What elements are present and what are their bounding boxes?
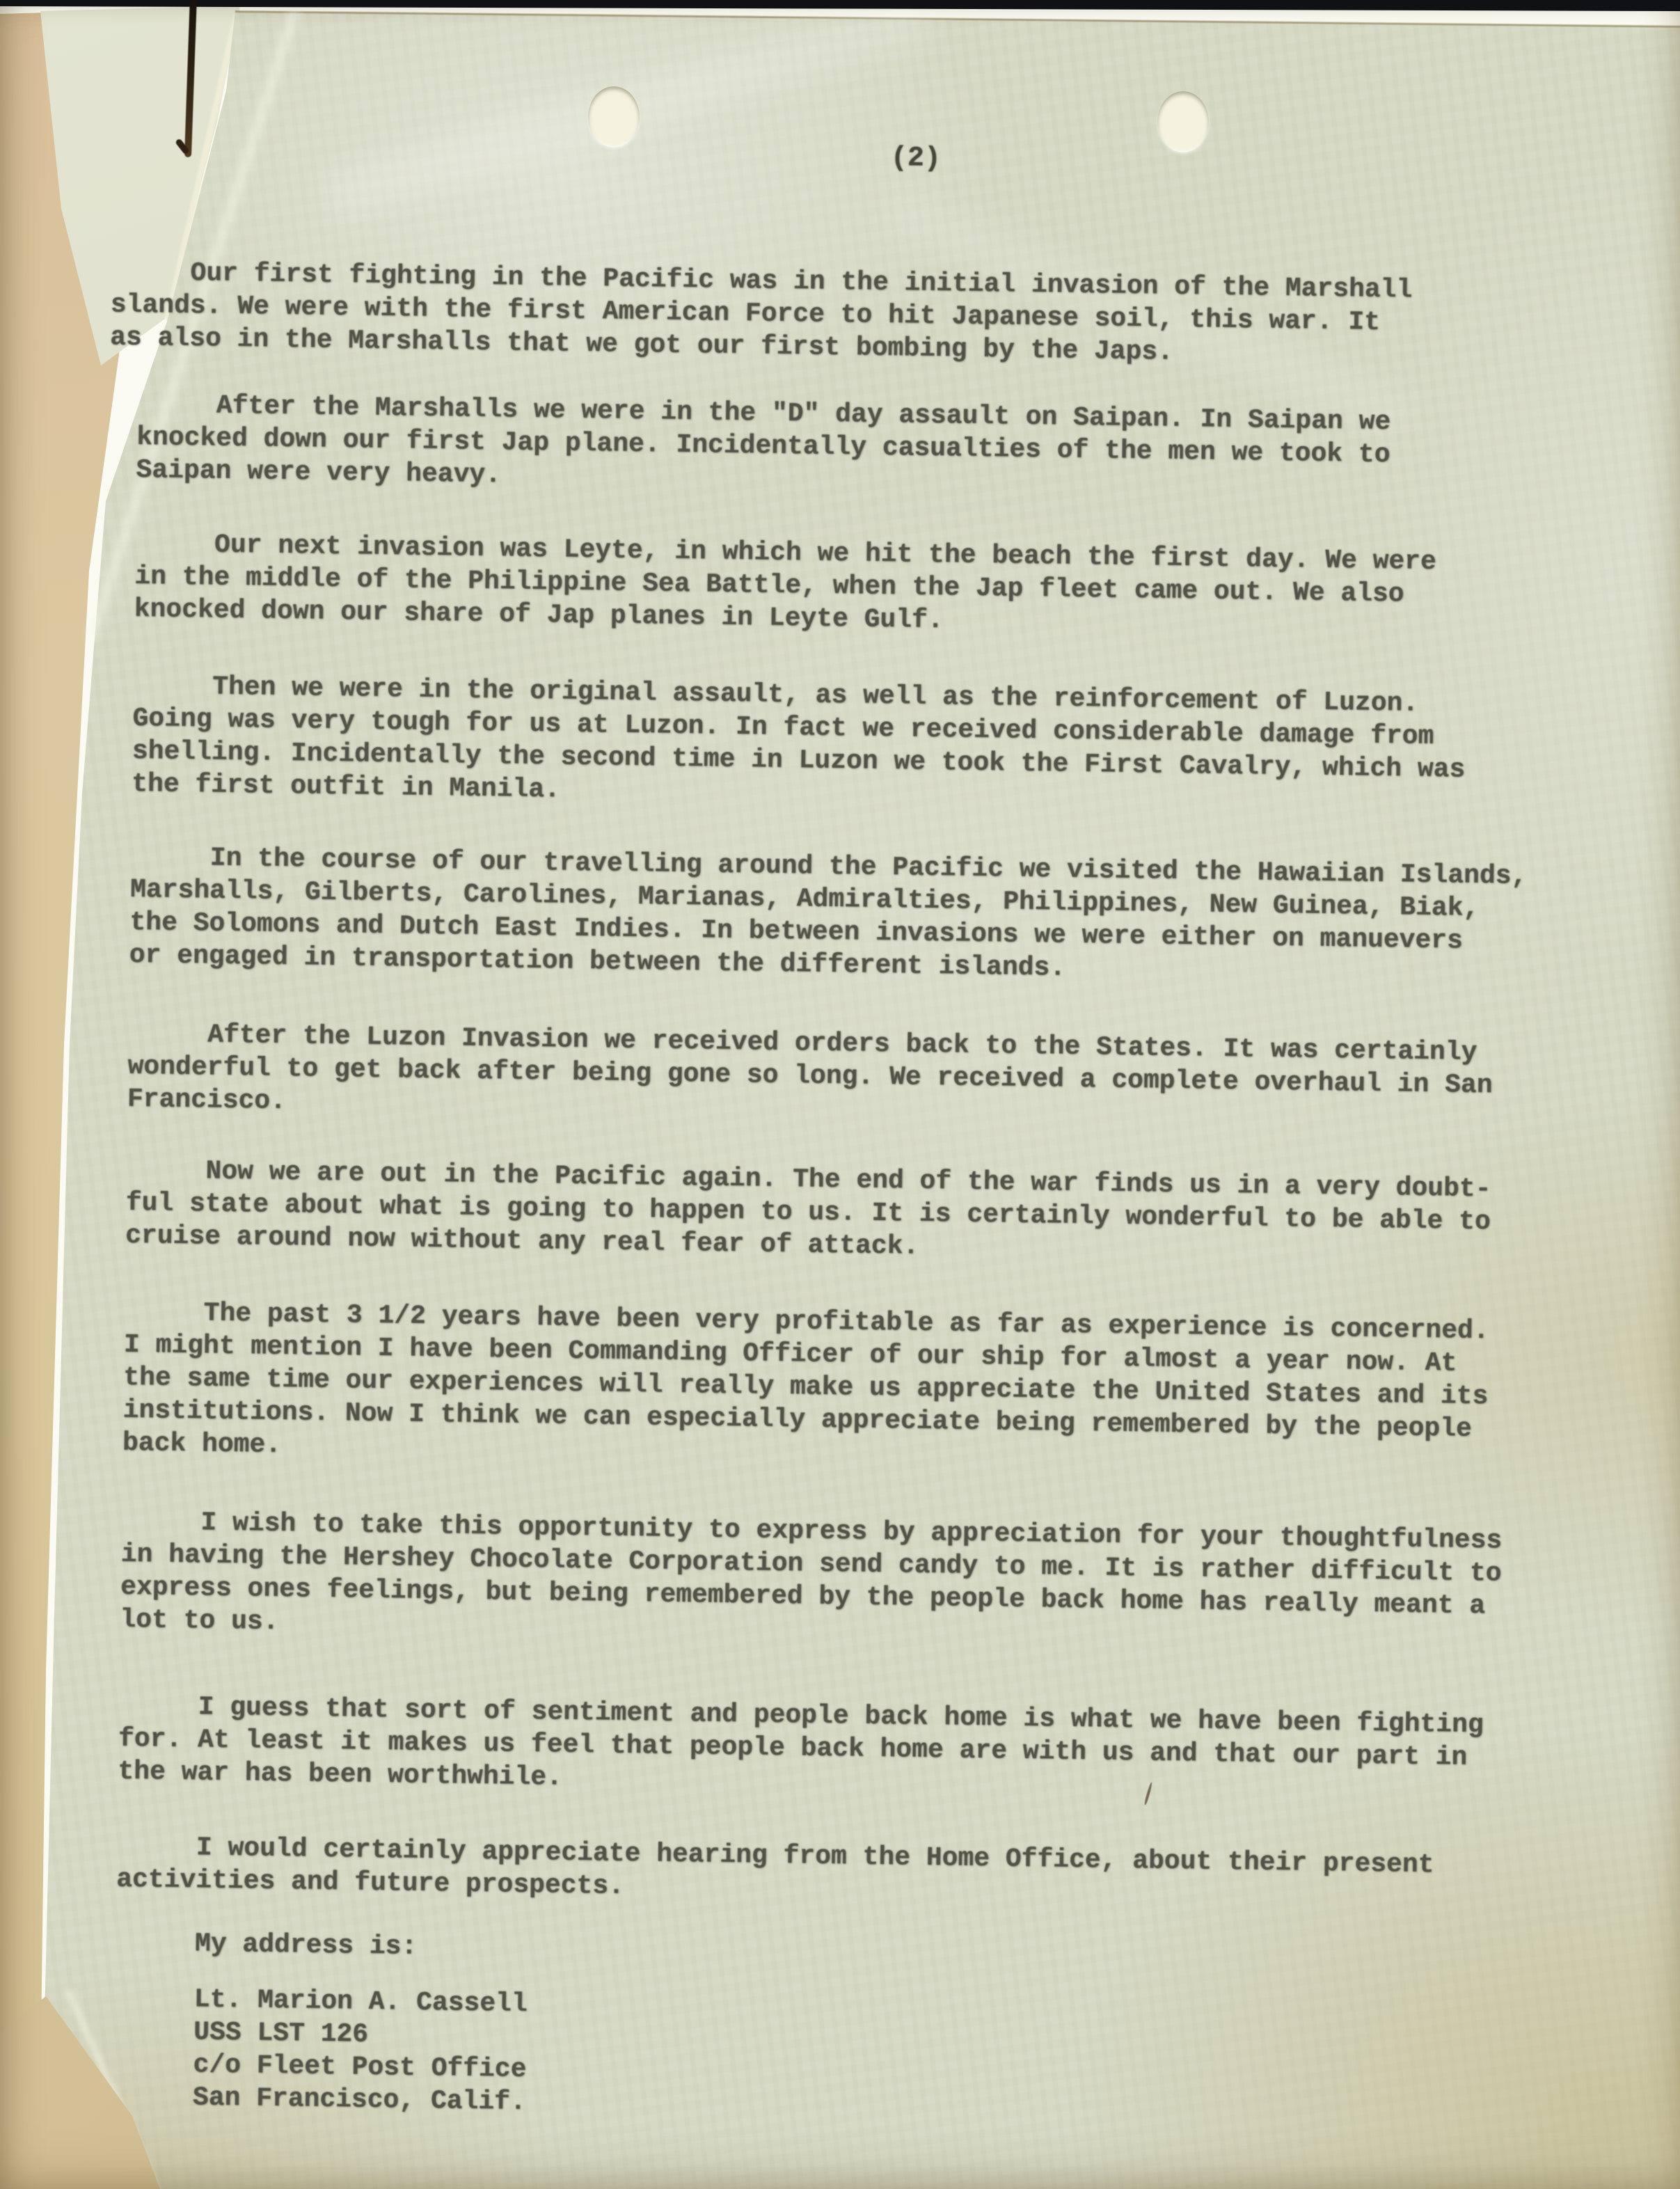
paragraph-9: I wish to take this opportunity to express by appreciation for your thoughtfulness in having the Hershey Chocolate Corporation send candy to me. It is rather difficult to express ones feelings, but being remembered by the people back home has really meant a lot to us. [120, 1506, 1503, 1637]
paragraph-8: The past 3 1/2 years have been very profitable as far as experience is concerned. I might mention I have been Commanding Officer of our ship for almost a year now. At the same time our experiences will really make us appreciate the United States and its institutions. Now I think we can especially appreciate being remembered by the people back home. [122, 1297, 1489, 1460]
address-intro: My address is: [115, 1927, 418, 1962]
paragraph-6: After the Luzon Invasion we received orders back to the States. It was certainly wonderful to get back after being gone so long. We received a complete overhaul in San Francisco. [127, 1018, 1493, 1117]
paragraph-11: I would certainly appreciate hearing from the Home Office, about their present activities and future prospects. [116, 1831, 1434, 1902]
paragraph-2: After the Marshalls we were in the "D" day assault on Saipan. In Saipan we knocked down our first Jap plane. Incidentally casualties of the men we took to Saipan were very heavy. [136, 389, 1391, 491]
paragraph-5: In the course of our travelling around the Pacific we visited the Hawaiian Islands, Marshalls, Gilberts, Carolines, Marianas, Admiralties, Philippines, New Guinea, Biak, the Solomons and Dutch East Indies. In between invasions we were either on manuevers or engaged in transportation between the different islands. [129, 841, 1528, 983]
page-number: (2) [890, 143, 942, 175]
paragraph-10: I guess that sort of sentiment and people back home is what we have been fighting for. At least it makes us feel that people back home are with us and that our part in the war has been worthwhile. [118, 1691, 1484, 1793]
typewritten-text [109, 0, 1632, 2189]
paragraph-1: Our first fighting in the Pacific was in the initial invasion of the Marshall slands. We were with the first American Force to hit Japanese soil, this war. It as also in the Marshalls that we got our first bombing by the Japs. [109, 257, 1413, 368]
paragraph-4: Then we were in the original assault, as well as the reinforcement of Luzon. Going was very tough for us at Luzon. In fact we received considerable damage from shelling. Incidentally the second time in Luzon we took the First Cavalry, which was the first outfit in Manila. [131, 670, 1466, 805]
paragraph-3: Our next invasion was Leyte, in which we hit the beach the first day. We were in the middle of the Philippine Sea Battle, when the Jap fleet came out. We also knocked down our share of Jap planes in Leyte Gulf. [134, 528, 1437, 636]
paragraph-7: Now we are out in the Pacific again. The end of the war finds us in a very doubt- ful state about what is going to happen to us. It is certainly wonderful to be able to cruise around now without any real fear of attack. [125, 1155, 1491, 1262]
address-block: Lt. Marion A. Cassell USS LST 126 c/o Fleet Post Office San Francisco, Calif. [113, 1983, 528, 2117]
